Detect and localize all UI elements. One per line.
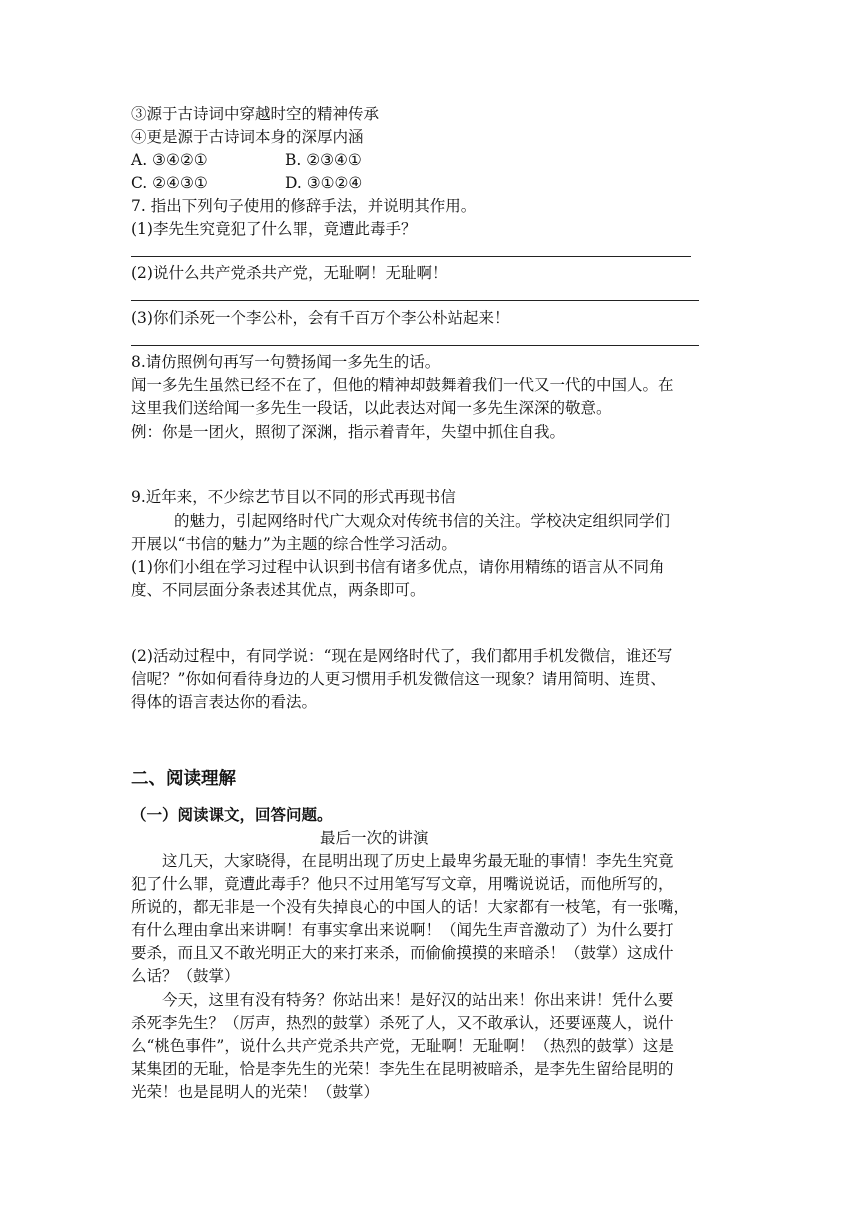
para1-line: 这几天，大家晓得，在昆明出现了历史上最卑劣最无耻的事情！李先生究竟	[162, 852, 674, 870]
para1-line: 犯了什么罪，竟遭此毒手？他只不过用笔写写文章，用嘴说说话，而他所写的，	[131, 875, 674, 893]
para2-line: 么“桃色事件”，说什么共产党杀共产党，无耻啊！无耻啊！（热烈的鼓掌）这是	[131, 1037, 674, 1055]
q9-part-2-line-2: 信呢？”你如何看待身边的人更习惯用手机发微信这一现象？请用简明、连贯、	[131, 670, 666, 688]
para2-line: 今天，这里有没有特务？你站出来！是好汉的站出来！你出来讲！凭什么要	[162, 991, 674, 1009]
q9-part-2-line-3: 得体的语言表达你的看法。	[131, 693, 318, 711]
q6-option-a: A. ③④②①	[131, 151, 208, 169]
q6-item-4: ④更是源于古诗词本身的深厚内涵	[131, 128, 364, 146]
q9-line-3: 开展以“书信的魅力”为主题的综合性学习活动。	[131, 535, 457, 553]
q7-answer-line-3	[131, 345, 699, 346]
q7-sentence-3: (3)你们杀死一个李公朴，会有千百万个李公朴站起来！	[131, 309, 510, 327]
para1-line: 所说的，都无非是一个没有失掉良心的中国人的话！大家都有一枝笔，有一张嘴，	[131, 898, 690, 916]
para1-line: 么话？（鼓掌）	[131, 967, 240, 985]
para2-line: 杀死李先生？（厉声，热烈的鼓掌）杀死了人，又不敢承认，还要诬蔑人，说什	[131, 1014, 674, 1032]
q6-option-d: D. ③①②④	[285, 174, 363, 192]
para2-line: 光荣！也是昆明人的光荣！（鼓掌）	[131, 1083, 380, 1101]
q6-option-c: C. ②④③①	[131, 174, 208, 192]
section-heading: 二、阅读理解	[131, 769, 236, 789]
para1-line: 要杀，而且又不敢光明正大的来打来杀，而偷偷摸摸的来暗杀！（鼓掌）这成什	[131, 944, 674, 962]
q9-part-2-line-1: (2)活动过程中，有同学说：“现在是网络时代了，我们都用手机发微信，谁还写	[131, 647, 673, 665]
q7-prompt: 7. 指出下列句子使用的修辞手法，并说明其作用。	[131, 197, 477, 215]
q8-passage-line-2: 这里我们送给闻一多先生一段话，以此表达对闻一多先生深深的敬意。	[131, 399, 612, 417]
q7-sentence-1: (1)李先生究竟犯了什么罪，竟遭此毒手？	[131, 220, 417, 238]
q9-part-1-line-2: 度、不同层面分条表述其优点，两条即可。	[131, 581, 426, 599]
q8-passage-line-1: 闻一多先生虽然已经不在了，但他的精神却鼓舞着我们一代又一代的中国人。在	[131, 376, 674, 394]
q7-answer-line-2	[131, 300, 699, 301]
q9-line-2: 的魅力，引起网络时代广大观众对传统书信的关注。学校决定组织同学们	[174, 512, 671, 530]
article-title: 最后一次的讲演	[320, 829, 429, 847]
para2-line: 某集团的无耻，恰是李先生的光荣！李先生在昆明被暗杀，是李先生留给昆明的	[131, 1060, 674, 1078]
q7-answer-line-1	[131, 256, 691, 257]
q9-part-1-line-1: (1)你们小组在学习过程中认识到书信有诸多优点，请你用精练的语言从不同角	[131, 558, 665, 576]
q8-prompt: 8.请仿照例句再写一句赞扬闻一多先生的话。	[131, 353, 441, 371]
q7-sentence-2: (2)说什么共产党杀共产党，无耻啊！无耻啊！	[131, 264, 448, 282]
q6-option-b: B. ②③④①	[285, 151, 362, 169]
para1-line: 有什么理由拿出来讲啊！有事实拿出来说啊！（闻先生声音激动了）为什么要打	[131, 921, 674, 939]
q9-line-1: 9.近年来，不少综艺节目以不同的形式再现书信	[131, 488, 456, 506]
sub-heading: （一）阅读课文，回答问题。	[131, 805, 333, 824]
q6-item-3: ③源于古诗词中穿越时空的精神传承	[131, 105, 380, 123]
q8-example: 例：你是一团火，照彻了深渊，指示着青年，失望中抓住自我。	[131, 423, 566, 441]
